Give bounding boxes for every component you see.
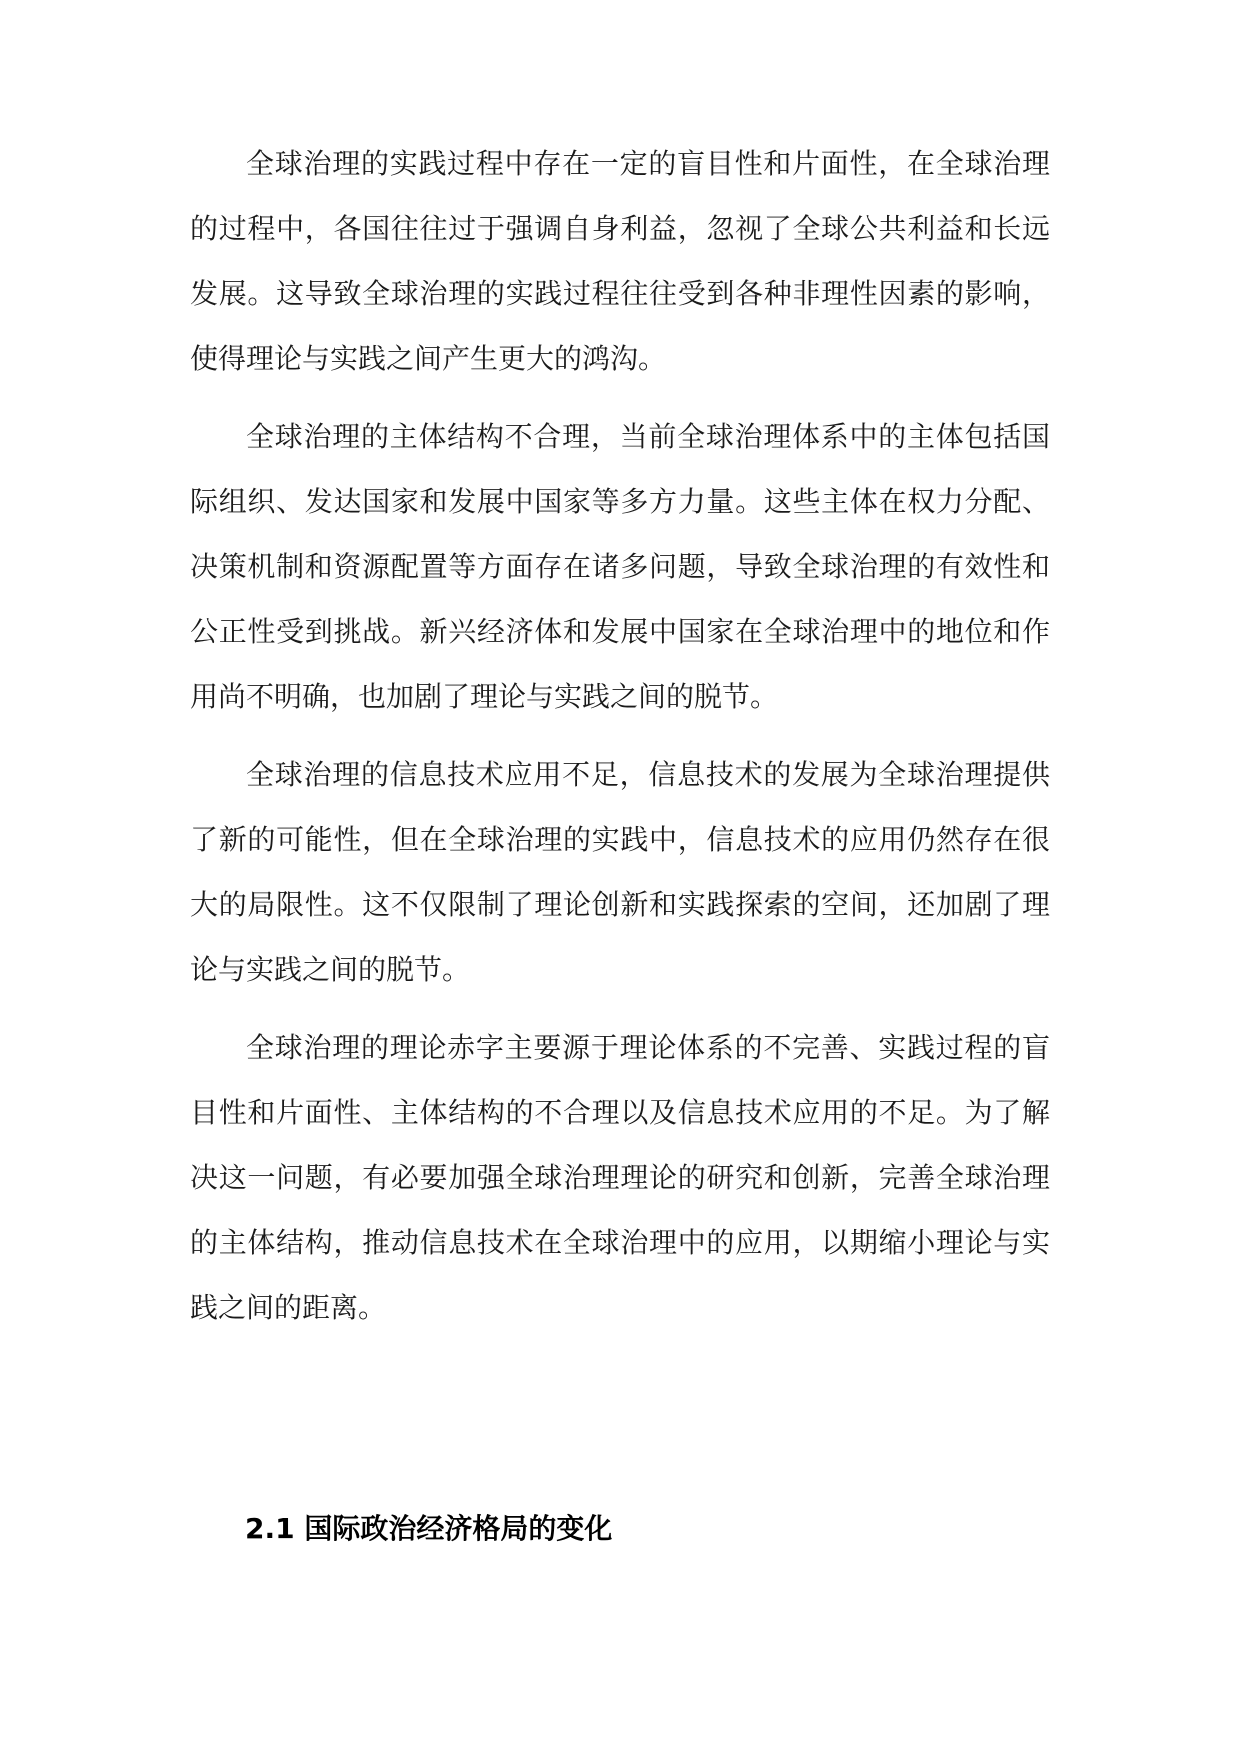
paragraph-practice-blindness: 全球治理的实践过程中存在一定的盲目性和片面性，在全球治理的过程中，各国往往过于强调自身利益，忽视了全球公共利益和长远发展。这导致全球治理的实践过程往往受到各种非理性因素的影响，使得理论与实践之间产生更大的鸿沟。 bbox=[190, 147, 1050, 375]
section-heading: 2.1 国际政治经济格局的变化 bbox=[245, 1512, 613, 1545]
paragraph-summary: 全球治理的理论赤字主要源于理论体系的不完善、实践过程的盲目性和片面性、主体结构的不合理以及信息技术应用的不足。为了解决这一问题，有必要加强全球治理理论的研究和创新，完善全球治理的主体结构，推动信息技术在全球治理中的应用，以期缩小理论与实践之间的距离。 bbox=[190, 1031, 1050, 1324]
body-text bbox=[190, 131, 1050, 1353]
paragraph-subject-structure: 全球治理的主体结构不合理，当前全球治理体系中的主体包括国际组织、发达国家和发展中国家等多方力量。这些主体在权力分配、决策机制和资源配置等方面存在诸多问题，导致全球治理的有效性和公正性受到挑战。新兴经济体和发展中国家在全球治理中的地位和作用尚不明确，也加剧了理论与实践之间的脱节。 bbox=[190, 420, 1050, 713]
paragraph-information-technology: 全球治理的信息技术应用不足，信息技术的发展为全球治理提供了新的可能性，但在全球治理的实践中，信息技术的应用仍然存在很大的局限性。这不仅限制了理论创新和实践探索的空间，还加剧了理论与实践之间的脱节。 bbox=[190, 758, 1050, 986]
